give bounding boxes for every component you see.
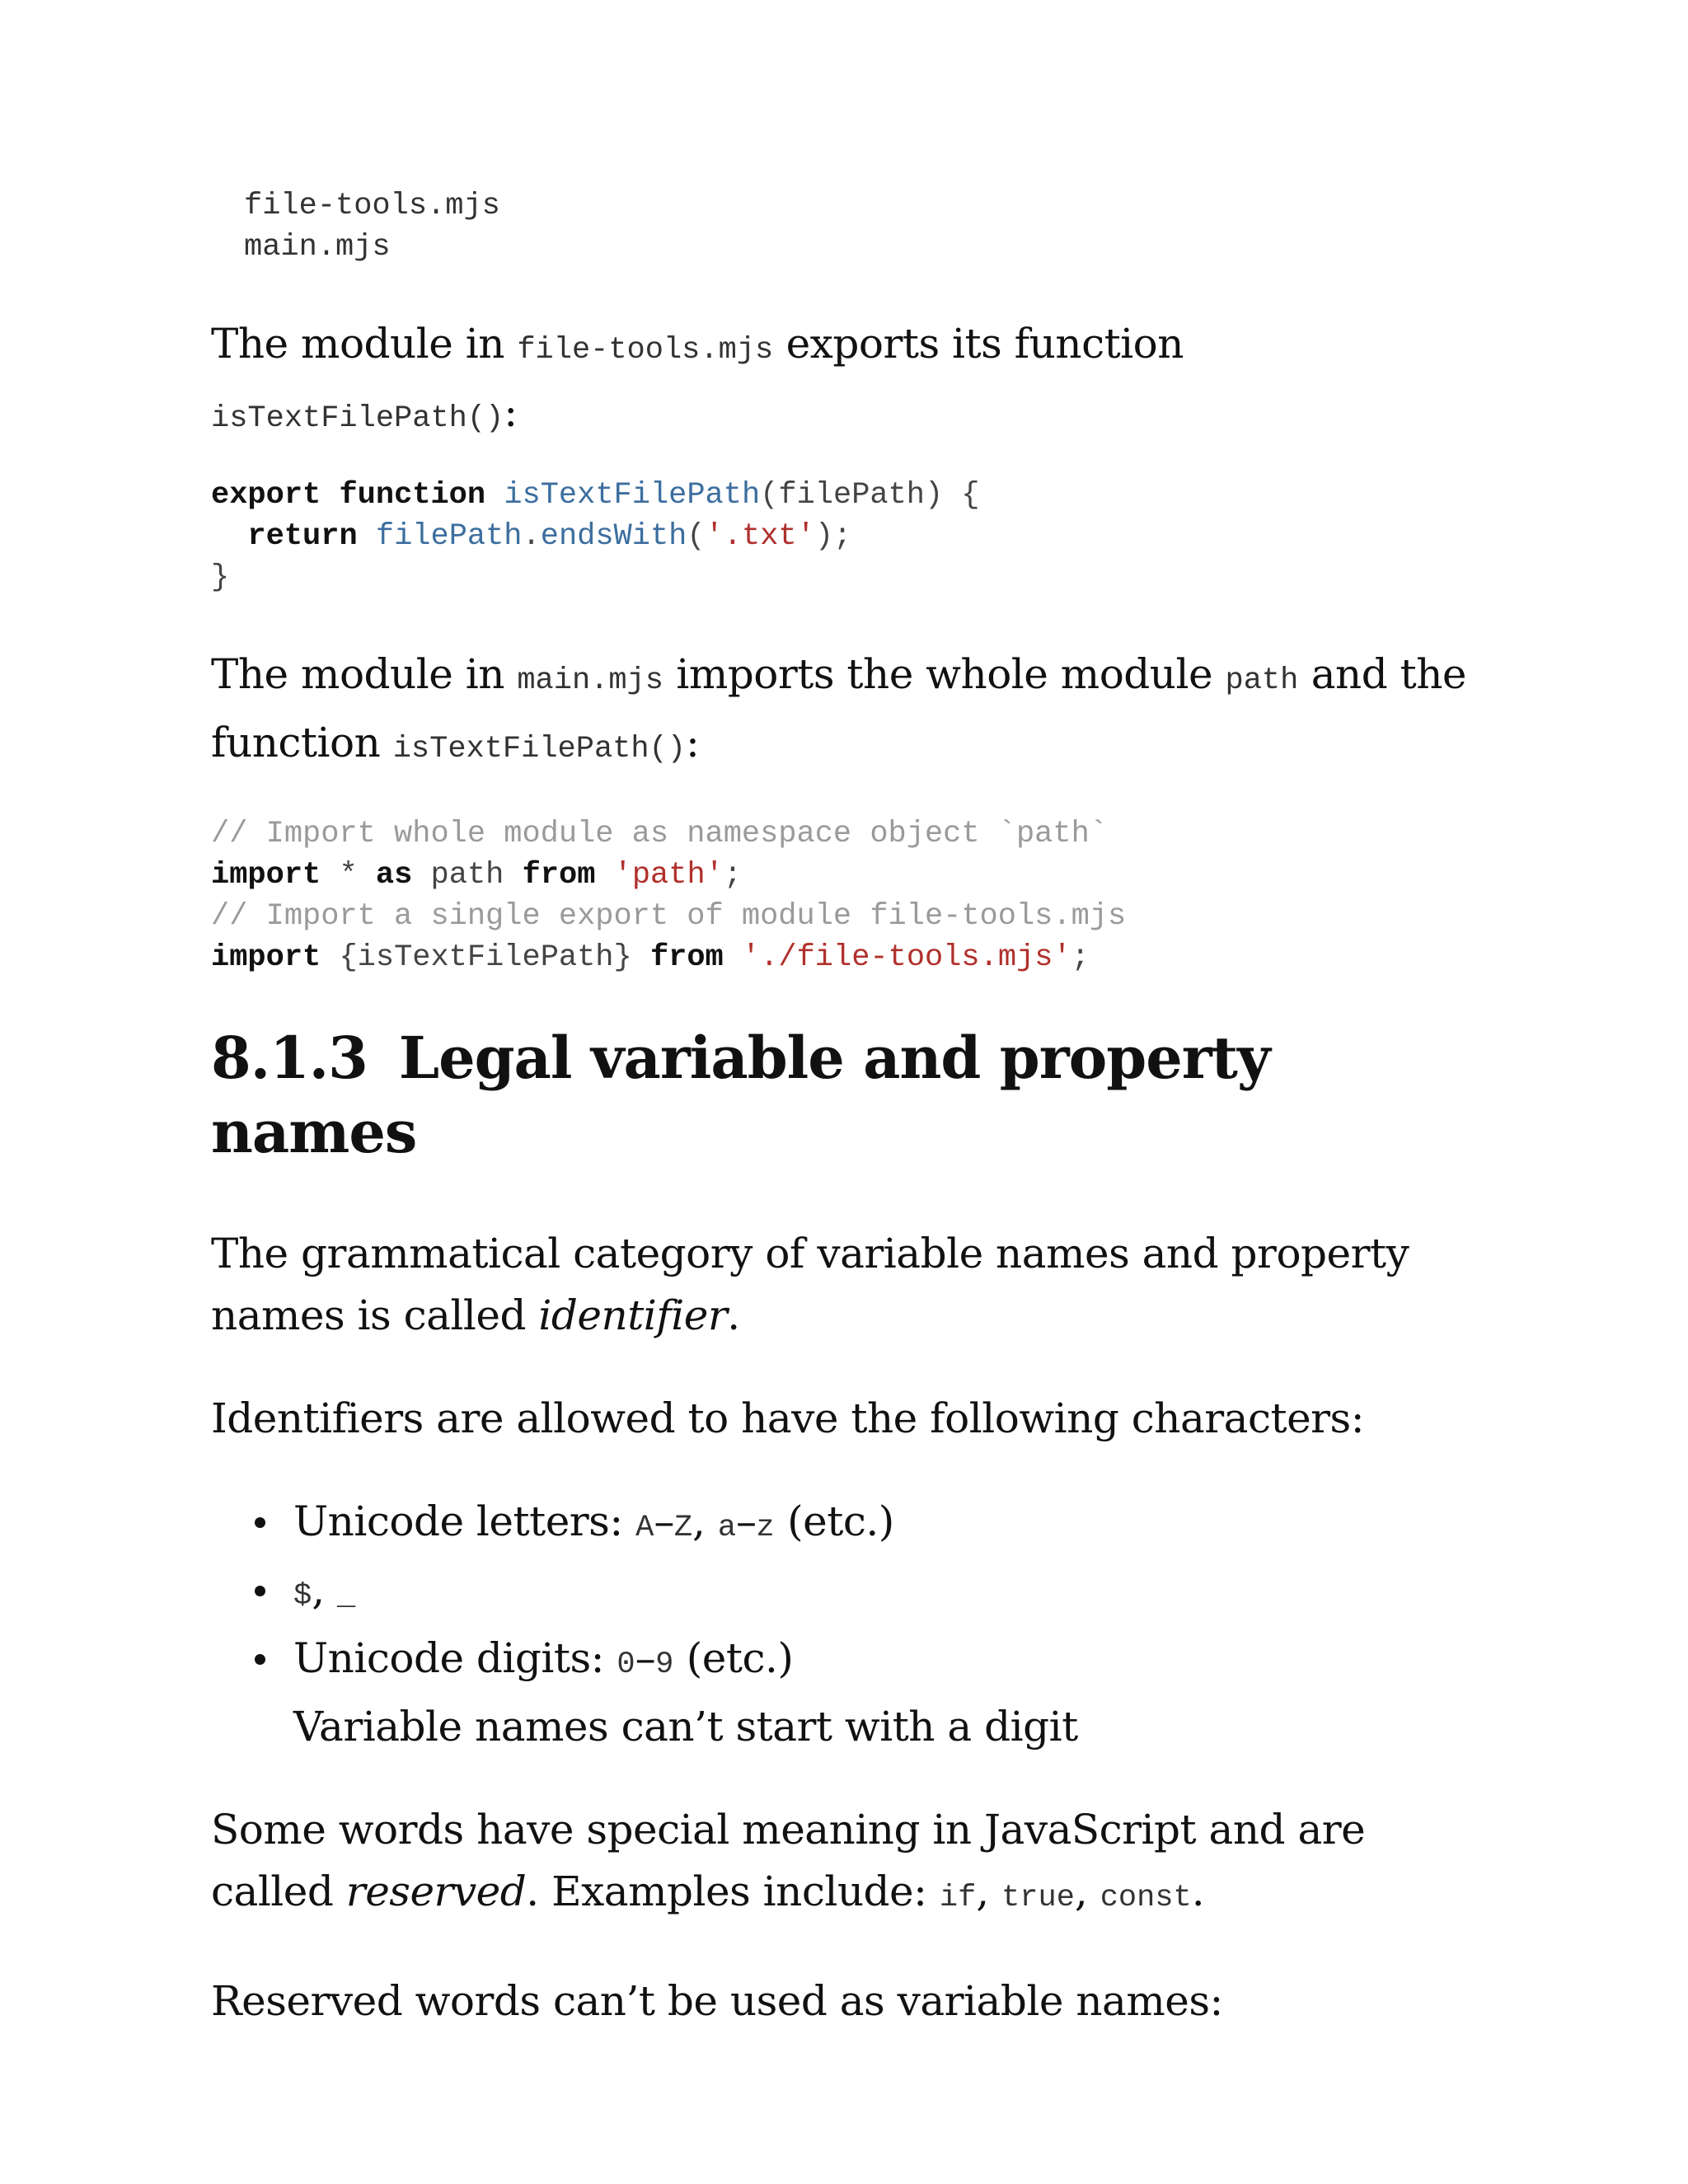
text: ,: [1074, 1868, 1100, 1915]
inline-code: z: [756, 1511, 775, 1545]
text: Unicode digits:: [293, 1634, 617, 1682]
inline-code: $: [293, 1579, 312, 1614]
code-keyword: from: [649, 940, 724, 975]
code-text: );: [814, 519, 852, 554]
code-text: }: [211, 560, 230, 595]
paragraph-imports: [211, 644, 1480, 780]
inline-code: const: [1100, 1881, 1192, 1915]
text: (etc.): [774, 1497, 894, 1545]
file-tree: [244, 185, 1480, 268]
inline-code: isTextFilePath(): [211, 401, 504, 436]
code-text: *: [339, 858, 358, 893]
bullet-icon: [255, 1517, 265, 1528]
inline-code: true: [1001, 1881, 1075, 1915]
paragraph-identifier: [211, 1223, 1480, 1347]
code-block-file-tools: [211, 475, 1480, 598]
code-identifier: endsWith: [540, 519, 687, 554]
code-keyword: import: [211, 940, 321, 975]
inline-code: path: [1225, 663, 1299, 698]
inline-code: if: [939, 1881, 977, 1915]
inline-code: Z: [673, 1511, 693, 1545]
section-number: 8.1.3: [211, 1024, 368, 1092]
text: and the function: [211, 650, 1467, 766]
text: ,: [692, 1497, 718, 1545]
bullet-icon: [255, 1654, 265, 1665]
file-tree-entry-file-tools: file-tools.mjs: [244, 189, 500, 223]
code-keyword: from: [522, 858, 596, 893]
code-text: ;: [723, 858, 743, 893]
code-block-main: [211, 813, 1480, 978]
code-keyword: return: [247, 519, 358, 554]
text: Variable names can’t start with a digit: [293, 1703, 1078, 1750]
inline-code: file-tools.mjs: [517, 333, 774, 368]
text: –: [635, 1634, 656, 1682]
inline-code: isTextFilePath(): [392, 732, 686, 766]
paragraph-characters: Identifiers are allowed to have the following characters:: [211, 1394, 1365, 1442]
character-list: [211, 1491, 1480, 1758]
code-text: (: [687, 519, 706, 554]
inline-code: _: [337, 1579, 356, 1614]
paragraph-exports: [211, 313, 1480, 450]
paragraph-reserved: [211, 1799, 1480, 1929]
code-text: .: [522, 519, 541, 554]
emphasis: identifier: [538, 1291, 728, 1339]
text: The module in: [211, 650, 518, 698]
code-string: '.txt': [705, 519, 815, 554]
text: –: [736, 1497, 757, 1545]
document-page: [211, 185, 1480, 2032]
text: The module in: [211, 320, 518, 368]
text: ,: [312, 1566, 338, 1614]
code-string: 'path': [613, 858, 724, 893]
list-item: [211, 1491, 1480, 1559]
text: –: [654, 1497, 674, 1545]
text: .: [1191, 1868, 1205, 1915]
bullet-icon: [255, 1586, 265, 1596]
code-keyword: as: [375, 858, 413, 893]
code-identifier: path: [430, 858, 504, 893]
emphasis: reserved: [345, 1868, 527, 1915]
text: :: [685, 719, 700, 766]
text: .: [727, 1291, 740, 1339]
paragraph-reserved-names: Reserved words can’t be used as variable names:: [211, 1977, 1223, 2025]
list-item: [211, 1628, 1480, 1696]
text: imports the whole module: [663, 650, 1226, 698]
code-identifier: filePath: [375, 519, 523, 554]
text: :: [504, 388, 518, 436]
list-item: [211, 1696, 1480, 1758]
code-text: (filePath) {: [760, 478, 980, 513]
code-comment: // Import whole module as namespace object `path`: [211, 817, 1108, 851]
inline-code: 0: [617, 1647, 635, 1682]
section-title: Legal variable and property names: [211, 1024, 1270, 1166]
text: exports its function: [773, 320, 1184, 368]
text: Unicode letters:: [293, 1497, 636, 1545]
code-text: {isTextFilePath}: [339, 940, 632, 975]
inline-code: main.mjs: [517, 663, 663, 698]
code-keyword: import: [211, 858, 321, 893]
code-keyword: function: [339, 478, 486, 513]
inline-code: 9: [655, 1647, 674, 1682]
code-function-name: isTextFilePath: [504, 478, 761, 513]
code-text: ;: [1071, 940, 1090, 975]
text: . Examples include:: [526, 1868, 940, 1915]
text: The grammatical category of variable names and property names is called: [211, 1230, 1409, 1339]
code-string: './file-tools.mjs': [741, 940, 1071, 975]
text: Some words have special meaning in JavaScript and are called: [211, 1806, 1366, 1915]
text: ,: [976, 1868, 1002, 1915]
text: (etc.): [673, 1634, 794, 1682]
code-keyword: export: [211, 478, 321, 513]
inline-code: A: [635, 1511, 654, 1545]
list-item: [211, 1559, 1480, 1628]
code-comment: // Import a single export of module file-tools.mjs: [211, 899, 1127, 934]
inline-code: a: [717, 1511, 737, 1545]
section-heading: [211, 1021, 1480, 1169]
file-tree-entry-main: main.mjs: [244, 230, 391, 265]
